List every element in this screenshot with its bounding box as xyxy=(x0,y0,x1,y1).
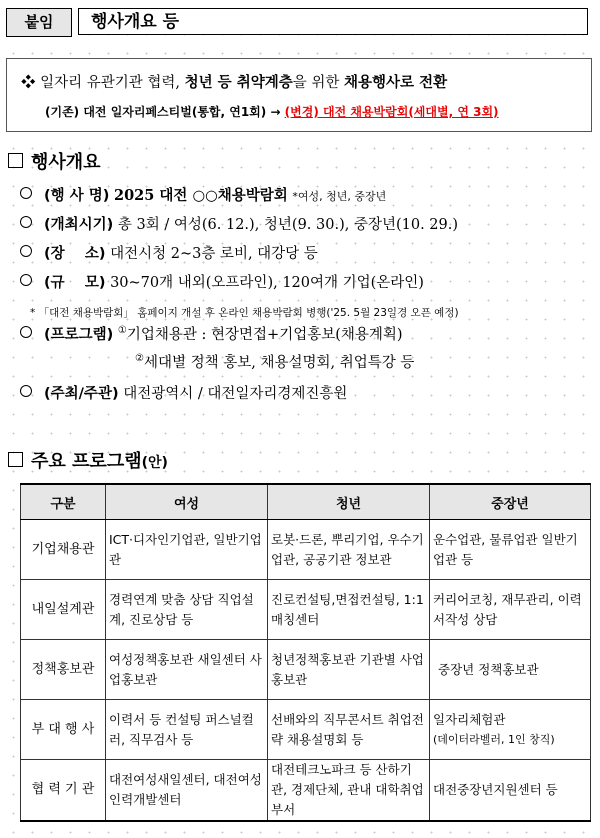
row-category: 협 력 기 관 xyxy=(21,760,106,822)
column-header: 여성 xyxy=(106,484,268,520)
header-title: 행사개요 등 xyxy=(78,8,588,35)
diamond-bullet-icon: ❖ xyxy=(21,75,36,91)
table-cell: 대전테크노파크 등 산하기관, 경제단체, 관내 대학취업부서 xyxy=(268,760,430,822)
circle-bullet-icon xyxy=(20,326,32,338)
summary-text-pre: 일자리 유관기관 협력, xyxy=(40,75,185,91)
circle-bullet-icon xyxy=(20,216,32,228)
table-row xyxy=(21,580,591,640)
table-row xyxy=(21,640,591,700)
table-header-row xyxy=(21,484,591,520)
table-cell: 진로컨설팅,면접컨설팅, 1:1 매칭센터 xyxy=(268,580,430,640)
summary-after: (변경) 대전 채용박람회(세대별, 연 3회) xyxy=(284,105,499,119)
row-event-name: (행 사 명) 2025 대전 ○○채용박람회 *여성, 청년, 중장년 xyxy=(20,184,386,205)
table-cell: 경력연계 맞춤 상담 직업설계, 진로상담 등 xyxy=(106,580,268,640)
circle-bullet-icon xyxy=(20,274,32,286)
checkbox-square-icon xyxy=(8,452,23,467)
summary-text-mid: 을 위한 xyxy=(292,75,345,91)
table-cell: 여성정책홍보관 새일센터 사업홍보관 xyxy=(106,640,268,700)
table-row xyxy=(21,700,591,760)
circle-bullet-icon xyxy=(20,385,32,397)
table-cell: 청년정책홍보관 기관별 사업홍보관 xyxy=(268,640,430,700)
table-row xyxy=(21,760,591,822)
table-cell: 로봇·드론, 뿌리기업, 우수기업관, 공공기관 정보관 xyxy=(268,520,430,580)
circle-bullet-icon xyxy=(20,187,32,199)
cell-sub-text: (데이터라벨러, 1인 창직) xyxy=(433,732,555,746)
table-cell xyxy=(430,700,591,760)
row-category: 내일설계관 xyxy=(21,580,106,640)
table-cell: 선배와의 직무콘서트 취업전략 채용설명회 등 xyxy=(268,700,430,760)
row-program-2: ②세대별 정책 홍보, 채용설명회, 취업특강 등 xyxy=(135,353,415,371)
row-period: (개최시기) 총 3회 / 여성(6. 12.), 청년(9. 30.), 중장년(10. 29.) xyxy=(20,213,458,234)
row-category: 기업채용관 xyxy=(21,520,106,580)
table-cell: 이력서 등 컨설팅 퍼스널컬러, 직무검사 등 xyxy=(106,700,268,760)
document-header xyxy=(6,8,592,37)
row-scale: (규 모) 30~70개 내외(오프라인), 120여개 기업(온라인) xyxy=(20,271,424,292)
column-header: 구분 xyxy=(21,484,106,520)
row-host: (주최/주관) 대전광역시 / 대전일자리경제진흥원 xyxy=(20,382,347,403)
row-place: (장 소) 대전시청 2~3층 로비, 대강당 등 xyxy=(20,242,318,263)
table-cell: 운수업관, 물류업관 일반기업관 등 xyxy=(430,520,591,580)
program-table xyxy=(20,483,591,822)
summary-box xyxy=(6,58,592,132)
summary-bold-2: 채용행사로 전환 xyxy=(344,75,448,91)
table-cell: 중장년 정책홍보관 xyxy=(430,640,591,700)
section-title-overview: 행사개요 xyxy=(8,148,101,174)
column-header: 청년 xyxy=(268,484,430,520)
summary-line-2 xyxy=(45,103,499,120)
cell-main-text: 일자리체험관 xyxy=(433,711,506,727)
table-cell: 커리어코칭, 재무관리, 이력서작성 상담 xyxy=(430,580,591,640)
summary-bold-1: 청년 등 취약계층 xyxy=(184,75,293,91)
online-fair-note: * 「대전 채용박람회」 홈페이지 개설 후 온라인 채용박람회 병행('25. 5월 23일경 오픈 예정) xyxy=(30,307,459,319)
circle-bullet-icon xyxy=(20,245,32,257)
table-cell: 대전여성새일센터, 대전여성인력개발센터 xyxy=(106,760,268,822)
table-cell: ICT·디자인기업관, 일반기업관 xyxy=(106,520,268,580)
table-row xyxy=(21,520,591,580)
row-category: 정책홍보관 xyxy=(21,640,106,700)
row-program: (프로그램) ①기업채용관 : 현장면접+기업홍보(채용계획) xyxy=(20,323,403,344)
attachment-tag: 붙임 xyxy=(6,8,72,37)
checkbox-square-icon xyxy=(8,153,23,168)
column-header: 중장년 xyxy=(430,484,591,520)
summary-before: (기존) 대전 일자리페스티벌(통합, 연1회) → xyxy=(45,105,285,119)
section-title-programs: 주요 프로그램(안) xyxy=(8,447,168,473)
row-category: 부 대 행 사 xyxy=(21,700,106,760)
table-cell: 대전중장년지원센터 등 xyxy=(430,760,591,822)
summary-line-1 xyxy=(21,71,447,92)
